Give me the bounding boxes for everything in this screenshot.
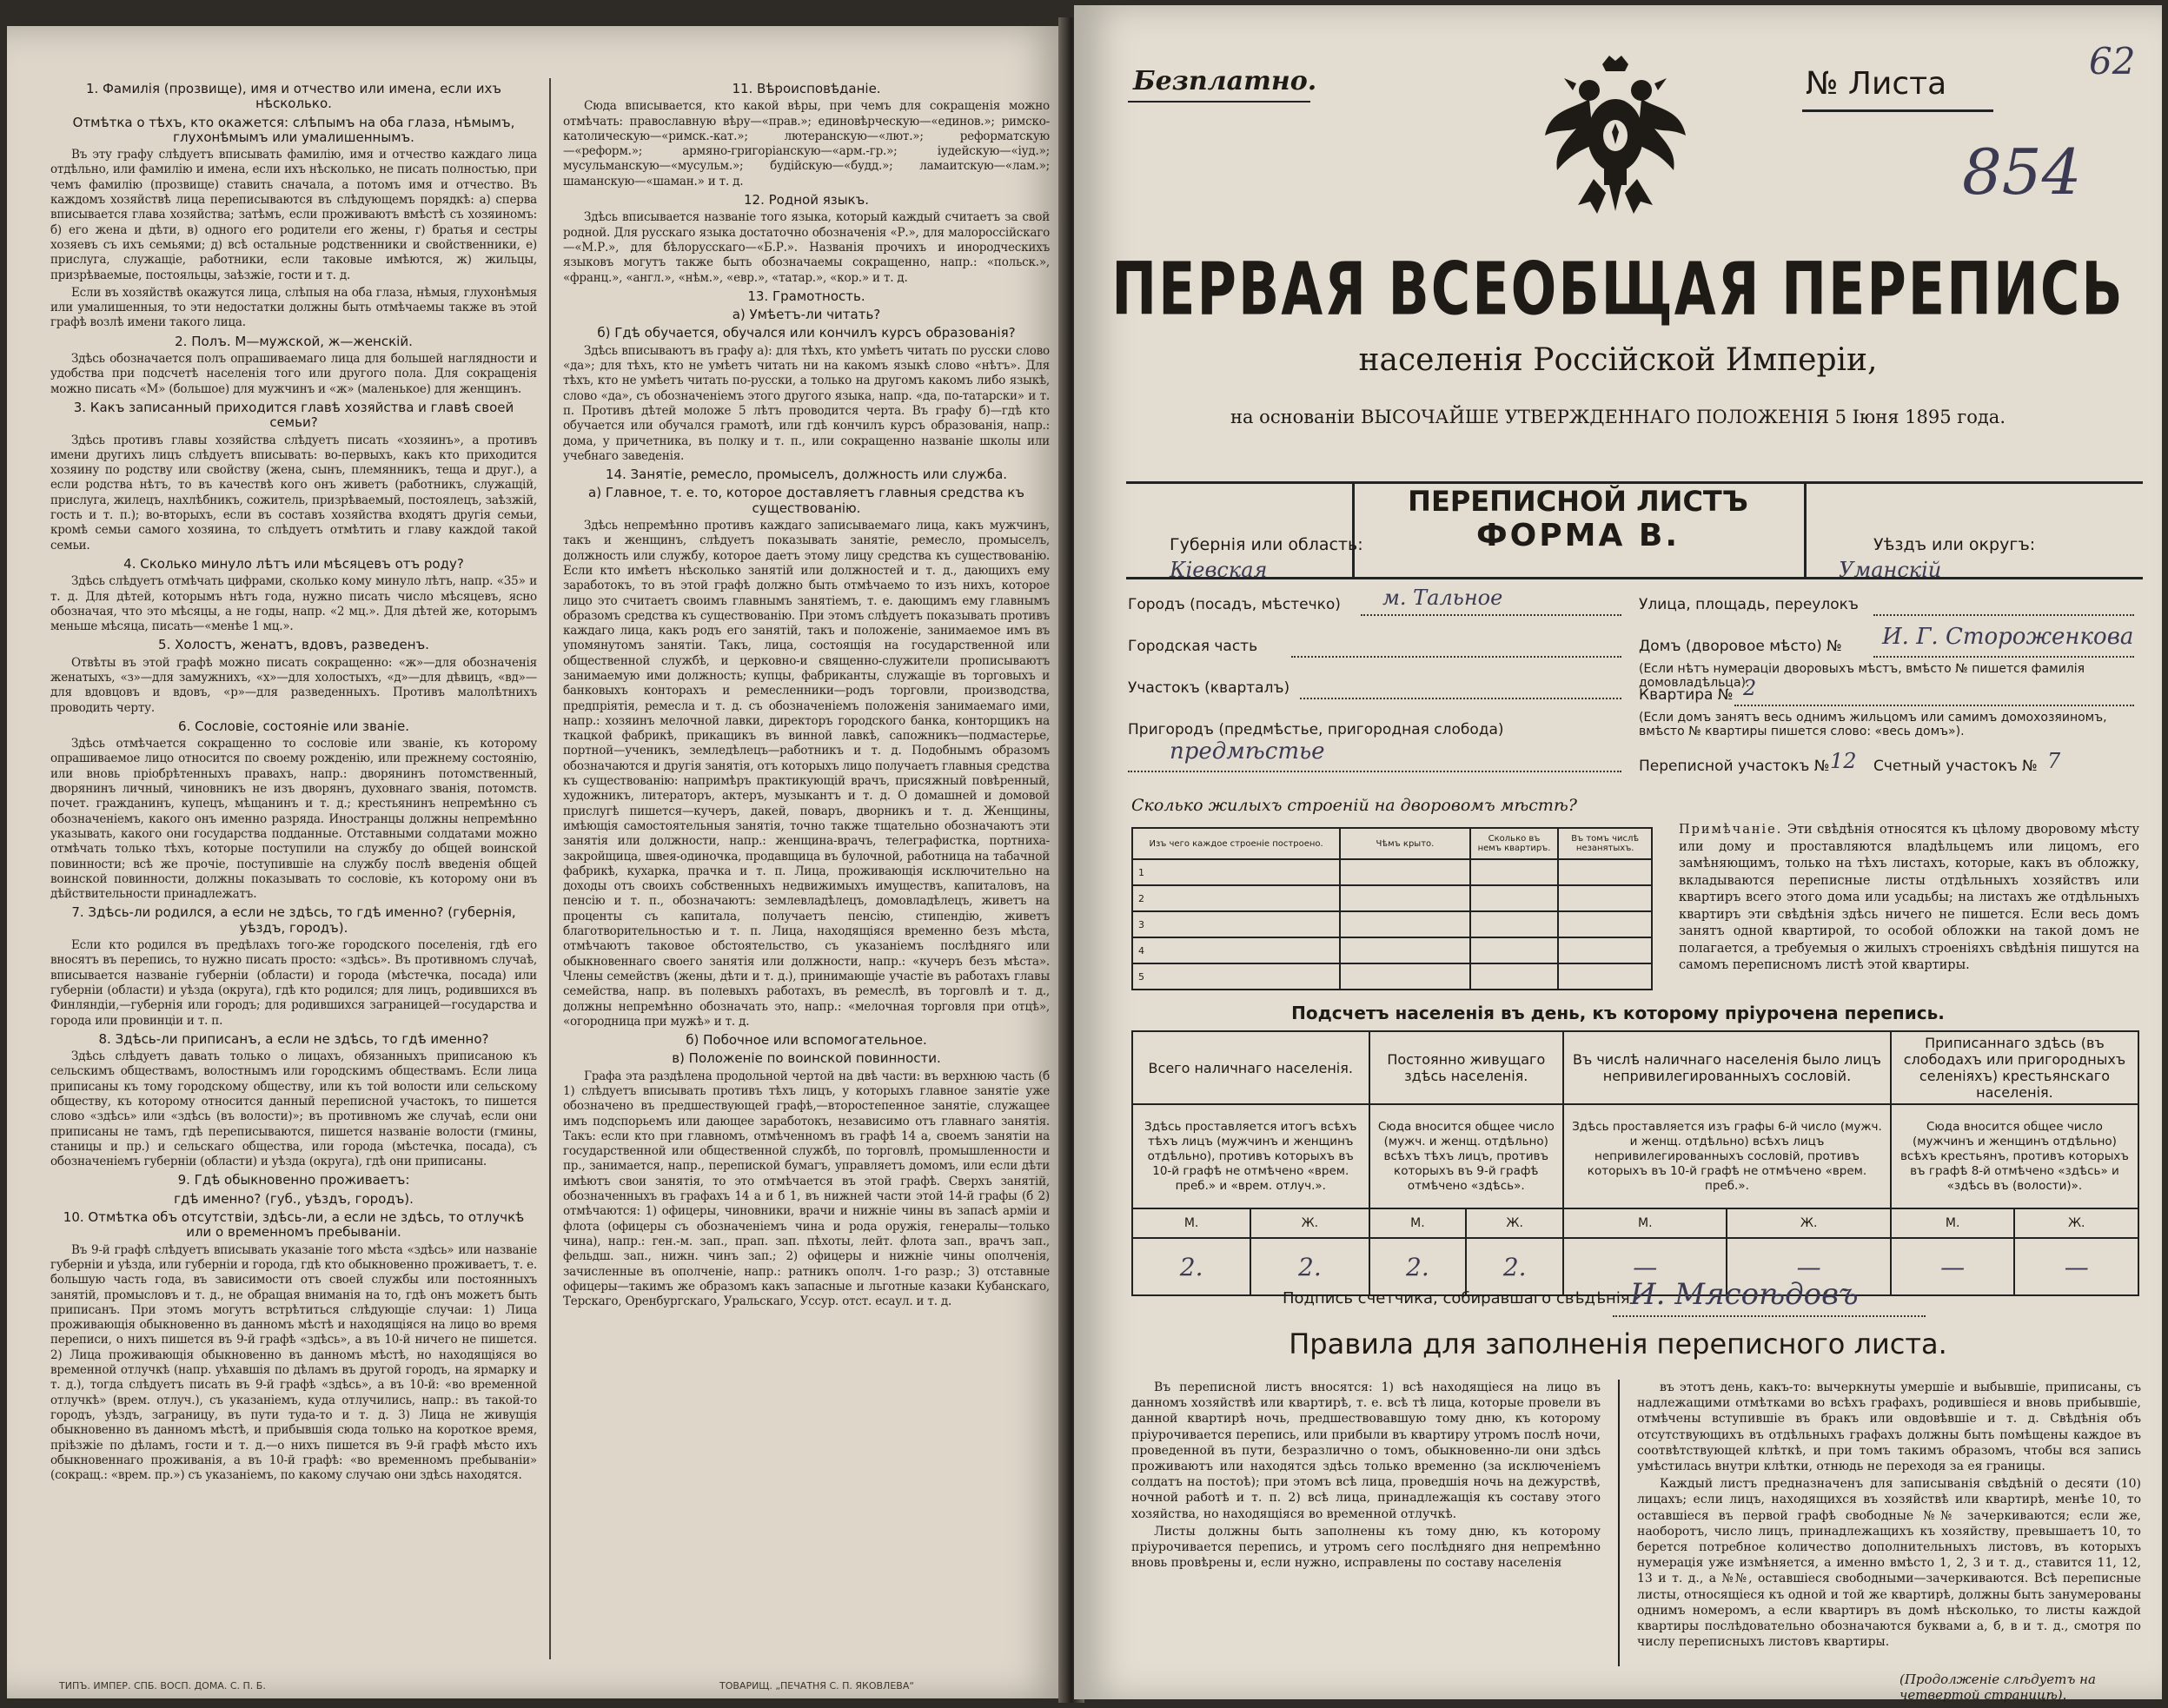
house-label: Домъ (дворовое мѣсто) № [1639,638,1842,655]
table-row [1132,963,1652,990]
count-precinct-label: Счетный участокъ № [1873,758,2038,775]
header-rule-right [1804,481,1807,577]
enumerator-signature: И. Мясоѣдовъ [1630,1277,1859,1312]
table-cell [1340,911,1470,937]
buildings-question: Сколько жилыхъ строеній на дворовомъ мѣстѣ? [1131,796,1577,815]
precinct-label: Участокъ (кварталъ) [1128,679,1290,697]
female-label: Ж. [1250,1208,1369,1238]
street-line [1873,613,2134,616]
buildings-table-header [1132,828,1652,859]
male-label: М. [1369,1208,1467,1238]
tally-header-permanent: Постоянно живущаго здѣсь населенія. [1369,1031,1564,1104]
item2-title: 2. Полъ. М—мужской, ж—женскій. [175,333,413,349]
form-title-line-1: ПЕРЕПИСНОЙ ЛИСТЪ [1408,485,1748,518]
item5-title: 5. Холостъ, женатъ, вдовъ, разведенъ. [158,637,429,653]
double-headed-eagle-emblem-icon [1541,49,1689,222]
item13a: а) Умѣетъ-ли читать? [732,307,881,323]
header-rule-bottom [1126,577,2143,579]
table-row [1132,911,1652,937]
table-cell [1340,963,1470,990]
tally-desc-total: Здѣсь проставляется итогъ всѣхъ тѣхъ лицъ (мужчинъ и женщинъ отдѣльно), противъ которыхъ въ 10-й графѣ не отмѣчено «врем. преб.» и «врем. отлуч.». [1132,1104,1369,1208]
census-precinct-value: 12 [1830,749,1857,773]
female-label: Ж. [1466,1208,1563,1238]
remark-block [1679,822,2139,975]
table-cell [1470,963,1559,990]
table-row [1132,937,1652,963]
header-rule-top [1126,481,2143,484]
census-subtitle: населенія Россійской Имперіи, [1358,342,1878,378]
census-legal-basis: на основаніи ВЫСОЧАЙШЕ УТВЕРЖДЕННАГО ПОЛОЖЕНІЯ 5 Іюня 1895 года. [1230,407,2006,427]
row-number: 4 [1132,937,1340,963]
table-row [1132,859,1652,885]
table-cell [1340,885,1470,911]
apartment-label: Квартира № [1639,686,1734,704]
printer-imprint-2: ТОВАРИЩ. „ПЕЧАТНЯ С. П. ЯКОВЛЕВА“ [719,1680,915,1691]
instructions-column-2: 11. Вѣроисповѣданіе. Сюда вписывается, кто какой вѣры, при чемъ для сокращенія можно отмѣчать: православную вѣру—«прав.»; единовѣрческую—«единов.»; римско-католическую—«римск.-кат.»; лютеранскую—«лют.»; реформатскую—«реформ.»; армяно-григоріанскую—«арм.-гр.»; іудейскую—«іуд.»; мусульманскую—«мусульм.»; будійскую—«будд.»; ламаитскую—«лам.»; шаманскую—«шаман.» и т. д. 12. Родной языкъ. Здѣсь вписывается названіе того языка, который каждый считаетъ за свой родной. Для русскаго языка достаточно обозначенія «Р.», для малороссійскаго—«М.Р.», для бѣлорусскаго—«Б.Р.». Названія прочихъ и инородческихъ языковъ могутъ также быть обозначаемы сокращенно, напр.: «польск.», «франц.», «англ.», «нѣм.», «евр.», «татар.», «кор.» и т. д. 13. Грамотность. а) Умѣетъ-ли читать? б) Гдѣ обучается, обучался или кончилъ курсъ образованія? Здѣсь вписываютъ въ графу а): для тѣхъ, кто умѣетъ читать по русски слово «да»; для тѣхъ, кто не умѣетъ читать ни на какомъ языкѣ слово «нѣтъ». Для тѣхъ, кто не умѣетъ читать по-русски, а только на другомъ какомъ либо языкѣ, слово «да», съ обозначеніемъ этого другого языка, напр. «да, по-татарски» и т. п. Противъ дѣтей моложе 5 лѣтъ проводится черта. Въ графу б)—гдѣ кто обучается или обучался грамотѣ, или гдѣ кончилъ курсъ образованія, напр.: дома, у причетника, въ полку и т. п., или сокращенно названіе школы или учебнаго заведенія. 14. Занятіе, ремесло, промыселъ, должность или служба. а) Главное, т. е. то, которое доставляетъ главныя средства къ существованію. Здѣсь непремѣнно противъ каждаго записываемаго лица, какъ мужчинъ, такъ и женщинъ, слѣдуетъ показывать занятіе, ремесло, промыселъ, должность или службу, которое даетъ этому лицу средства къ существованію. Если кто имѣетъ нѣсколько занятій или должностей и т. д., дающихъ ему заработокъ, то въ этой графѣ должно быть отмѣчаемо то изъ нихъ, которое лицо это считаетъ своимъ главнымъ занятіемъ, т. е. дающимъ ему главнымъ образомъ средства къ существованію. При этомъ слѣдуетъ показывать противъ каждаго лица, какъ родъ его занятій, такъ и положеніе, занимаемое имъ въ упомянутомъ занятіи. Такъ, лица, состоящія на государственной или общественной службѣ, и церковно-и священно-служители прописываютъ занимаемую ими должность; купцы, фабриканты, служащіе въ торговыхъ и банковыхъ конторахъ и ремесленники—родъ торговли, производства, предпріятія, ремесла и т. д. съ обозначеніемъ положенія занимаемаго ими, напр.: хозяинъ мелочной лавки, директоръ городского банка, конторщикъ на ткацкой фабрикѣ, прикащикъ въ винной лавкѣ, сапожникъ—подмастерье, портной—ученикъ, земледѣлецъ—работникъ и т. д. Подобнымъ образомъ обозначаются и другія занятія, отъ которыхъ лицо получаетъ главныя средства къ существованію: напримѣръ практикующій врачъ, присяжный повѣренный, художникъ, литераторъ, актеръ, музыкантъ и т. д. О домашней и домовой прислугѣ пишется—кучеръ, дакей, поваръ, дворникъ и т. д. Женщины, имѣющія самостоятельныя занятія, точно также тщательно обозначаютъ эти занятія или должности, напр.: женщина-врачъ, телеграфистка, портниха-закройщица, швея-одиночка, продавщица въ булочной, работница на табачной фабрикѣ, кухарка, прачка и т. п. Лица, проживающія исключительно на доходы отъ своихъ собственныхъ недвижимыхъ имуществъ, капиталовъ, на пенсію и т. п., обозначаютъ: землевладѣлецъ, домовладѣлецъ, живетъ на проценты съ капитала, получаетъ пенсію, стипендію, живетъ благотворительностью и т. п. Лица, находящіяся временно безъ мѣста, отмѣчаютъ таковое обстоятельство, съ указаніемъ послѣдняго или обыкновеннаго своего занятія или должности, напр.: «кучеръ безъ мѣста». Члены семействъ (жены, дѣти и т. д.), принимающіе участіе въ работахъ главы семейства, напр. въ полевыхъ работахъ, въ ремеслѣ, въ торговлѣ и т. д., должны непремѣнно обозначать это, напр.: «мелочная торговля при отцѣ», «огородница при мужѣ» и т. д. б) Побочное или вспомогательное. в) Положеніе по воинской повинности. Графа эта раздѣлена продольной чертой на двѣ части: въ верхнюю часть (б 1) слѣдуетъ вписывать противъ тѣхъ лицъ, у которыхъ главное занятіе уже обозначено въ предшествующей графѣ,—второстепенное занятіе, служащее имъ подспорьемъ или дающее заработокъ, независимо отъ главнаго занятія. Такъ: если кто при главномъ, отмѣченномъ въ графѣ 14 а, своемъ занятіи на государственной или общественной службѣ, по торговлѣ, промышленности и пр., занимается, напр., перепиской бумагъ, управляетъ домомъ, или если дѣти имѣютъ свои занятія, то это отмѣчается въ этой графѣ. Сверхъ занятій, обозначенныхъ въ графахъ 14 а и б 1, въ нижней части этой 14-й графы (б 2) отмѣчаются: 1) офицеры, чиновники, врачи и нижніе чины въ запасѣ арміи и флота (офицеры съ обозначеніемъ чина и рода оружія, генералы—только чина), напр.: ген.-м. зап., прап. зап. пѣхоты, лейт. флота зап., врачъ зап., фельдш. зап., нижн. чинъ зап.; 2) офицеры и нижніе чины ополченія, зачисленные въ ополченіе, напр.: ратникъ ополч. 1-го разр.; 3) отставные офицеры—такимъ же образомъ какъ запасные и льготные казаки Кубанскаго, Терскаго, Оренбургскаго, Уральскаго, Уссур. отст. есаул. и т. д. [563,81,1050,1309]
form-title [1352,485,1804,553]
item7-title: 7. Здѣсь-ли родился, а если не здѣсь, то гдѣ именно? (губернія, уѣздъ, городъ). [71,904,516,936]
column-divider [549,78,551,1659]
bld-header-material: Изъ чего каждое строеніе построено. [1132,828,1340,859]
signature-line [1613,1315,1926,1317]
tally-desc-permanent: Сюда вносится общее число (мужч. и женщ. отдѣльно) всѣхъ тѣхъ лицъ, противъ которыхъ въ 9-й графѣ отмѣчено «здѣсь». [1369,1104,1564,1208]
table-cell [1558,937,1652,963]
rules-paragraph: Листы должны быть заполнены къ тому дню, къ которому пріурочивается перепись, и утромъ сего послѣдняго дня непремѣнно вновь провѣрены и, если нужно, исправлены по составу населенія [1131,1524,1601,1571]
item14a: а) Главное, т. е. то, которое доставляетъ главныя средства къ существованію. [588,485,1024,516]
item14b: б) Побочное или вспомогательное. [686,1032,927,1049]
table-cell [1470,911,1559,937]
item13b: б) Гдѣ обучается, обучался или кончилъ курсъ образованія? [597,325,1016,341]
male-label: М. [1563,1208,1727,1238]
district-line [1291,655,1621,658]
city-value: м. Тальное [1382,586,1503,610]
tally-value-total-m: 2. [1132,1238,1250,1295]
rules-column-2 [1637,1380,2141,1666]
remark-text: Эти свѣдѣнія относятся къ цѣлому дворовому мѣсту или дому и проставляются владѣльцемъ или лицомъ, его замѣняющимъ, только на тѣхъ листахъ, которые, какъ въ обложку, вкладываются переписные листы отдѣльныхъ хозяйствъ или квартиръ всего этого дома или усадьбы; на листахъ же отдѣльныхъ квартиръ эти свѣдѣнія здѣсь ничего не пишется. Если весь домъ занятъ одной квартирой, то особой обложки на такой домъ не полагается, а требуемыя о жилыхъ строеніяхъ свѣдѣнія пишутся на самомъ переписномъ листѣ этой квартиры. [1679,823,2139,972]
row-number: 2 [1132,885,1340,911]
rules-paragraph: въ этотъ день, какъ-то: вычеркнуты умершіе и выбывшіе, приписаны, съ надлежащими отмѣтками во всѣхъ графахъ, родившіеся и вновь прибывшіе, отмѣчены вступившіе въ бракъ или овдовѣвшіе и т. д. Свѣдѣнія объ отсутствующихъ въ отдѣльныхъ графахъ должны быть помѣщены каждое въ соотвѣтствующей клѣткѣ, и при томъ такимъ образомъ, чтобы вся запись умѣстилась внутри клѣтки, отнюдь не переходя за ея границы. [1637,1380,2141,1474]
suburb-label: Пригородъ (предмѣстье, пригородная слобода) [1128,721,1504,738]
tally-title: Подсчетъ населенія въ день, къ которому пріурочена перепись. [1291,1003,1945,1023]
item11-title: 11. Вѣроисповѣданіе. [732,81,881,96]
item12-title: 12. Родной языкъ. [744,192,869,209]
house-value: И. Г. Стороженкова [1882,624,2134,650]
tally-value-permanent-f: 2. [1466,1238,1563,1295]
table-cell [1470,859,1559,885]
rules-paragraph: Въ переписной листъ вносятся: 1) всѣ находящіеся на лицо въ данномъ хозяйствѣ или квартирѣ, т. е. всѣ тѣ лица, которые провели въ данной квартирѣ ночь, предшествовавшую тому дню, къ которому пріурочивается перепись, или прибыли въ квартиру утромъ послѣ ночи, проведенной въ пути, безразлично о томъ, обыкновенно-ли они здѣсь проживаютъ или находятся здѣсь только временно (за исключеніемъ солдатъ на постоѣ); при этомъ всѣ лица, проведшія ночь на дежурствѣ, ночной работѣ и т. п. 2) всѣ лица, принадлежащія къ составу этого хозяйства, но находящіяся во временной отлучкѣ. [1131,1380,1601,1521]
item14-title: 14. Занятіе, ремесло, промыселъ, должность или служба. [605,467,1008,483]
row-number: 5 [1132,963,1340,990]
item13-title: 13. Грамотность. [747,288,865,304]
right-page [1074,5,2162,1703]
item14c: в) Положеніе по воинской повинности. [672,1050,941,1067]
item4-title: 4. Сколько минуло лѣтъ или мѣсяцевъ отъ роду? [123,555,464,572]
table-cell [1470,885,1559,911]
table-cell [1470,937,1559,963]
table-cell [1558,963,1652,990]
item6-title: 6. Сословіе, состояніе или званіе. [178,718,409,734]
sheet-number-label: № Листа [1806,66,1947,102]
free-label: Безплатно. [1133,66,1317,96]
table-row [1132,885,1652,911]
male-label: М. [1891,1208,2015,1238]
female-label: Ж. [2014,1208,2138,1238]
corner-page-number: 62 [2089,40,2136,83]
guberniya-label: Губернія или область: [1170,535,1363,554]
bld-header-apartments: Сколько въ немъ квартиръ. [1470,828,1559,859]
remark-label: Примѣчаніе. [1679,823,1783,837]
table-cell [1340,859,1470,885]
house-line [1873,655,2134,658]
tally-header-peasants: Приписаннаго здѣсь (въ слободахъ или пригородныхъ селеніяхъ) крестьянскаго населенія. [1891,1031,2138,1104]
district-label: Городская часть [1128,638,1258,655]
female-label: Ж. [1727,1208,1890,1238]
census-precinct-label: Переписной участокъ № [1639,758,1830,775]
table-cell [1558,859,1652,885]
uezd-value: Уманскій [1839,558,1942,582]
form-title-line-2: ФОРМА В. [1475,518,1681,553]
item9-title: 9. Гдѣ обыкновенно проживаетъ: [177,1172,410,1188]
tally-value-peasants-m: — [1891,1238,2015,1295]
item3-title: 3. Какъ записанный приходится главѣ хозяйства и главѣ своей семьи? [73,399,514,431]
tally-value-total-f: 2. [1250,1238,1369,1295]
suburb-value: предмѣстье [1170,738,1325,765]
item1-title: 1. Фамилія (прозвище), имя и отчество или имена, если ихъ нѣсколько. [85,81,502,112]
buildings-table [1131,827,1653,990]
sheet-number-line [1802,109,1993,112]
suburb-line [1128,770,1621,772]
continued-note: (Продолженіе слѣдуетъ на четвертой страницѣ). [1899,1672,2096,1703]
instructions-column-1: 1. Фамилія (прозвище), имя и отчество или имена, если ихъ нѣсколько. Отмѣтка о тѣхъ, кто окажется: слѣпымъ на оба глаза, нѣмымъ, глухонѣмымъ или умалишеннымъ. Въ эту графу слѣдуетъ вписывать фамилію, имя и отчество каждаго лица отдѣльно, или фамилію и имена, если ихъ нѣсколько, не писать полностью, при чемъ фамилію (прозвище) ставить сначала, а потомъ имя и отчество. Въ каждомъ хозяйствѣ лица переписываются въ слѣдующемъ порядкѣ: а) сперва вписывается глава хозяйства; затѣмъ, если проживаютъ вмѣстѣ съ хозяиномъ: б) его жена и дѣти, в) одного его родители его жены, г) братья и сестры хозяевъ съ ихъ семьями; д) всѣ остальные родственники и свойственники, е) прислуга, служащіе, работники, если таковые имѣются, ж) жильцы, призрѣваемые, постояльцы, заѣзжіе, гости и т. д. Если въ хозяйствѣ окажутся лица, слѣпыя на оба глаза, нѣмыя, глухонѣмыя или умалишенныя, то эти недостатки должны быть отмѣчаемы также въ этой графѣ возлѣ имени такого лица. 2. Полъ. М—мужской, ж—женскій. Здѣсь обозначается полъ опрашиваемаго лица для большей наглядности и удобства при подсчетѣ населенія того или другого пола. Для сокращенія можно писать «М» (большое) для мужчинъ и «ж» (маленькое) для женщинъ. 3. Какъ записанный приходится главѣ хозяйства и главѣ своей семьи? Здѣсь противъ главы хозяйства слѣдуетъ писать «хозяинъ», а противъ имени другихъ лицъ слѣдуетъ вписывать: во-первыхъ, какъ кто приходится хозяину по родству или свойству (жена, сынъ, племянникъ, теща и друг.), а если родства нѣтъ, то въ качествѣ кого онъ живетъ (работникъ, служащій, прислуга, жилецъ, нахлѣбникъ, сожитель, призрѣваемый, постоялецъ, заѣзжій, гость и т. п.); во-вторыхъ, если въ составъ хозяйства входятъ другія семьи, кромѣ семьи самого хозяина, то слѣдуетъ отмѣтить и главу каждой такой семьи. 4. Сколько минуло лѣтъ или мѣсяцевъ отъ роду? Здѣсь слѣдуетъ отмѣчать цифрами, сколько кому минуло лѣтъ, напр. «35» и т. д. Для дѣтей, которымъ нѣтъ года, нужно писать число мѣсяцевъ, ясно обозначая, что это мѣсяцы, а не годы, напр. «2 мц.». Для дѣтей же, которымъ меньше мѣсяца, писать—«менѣе 1 мц.». 5. Холостъ, женатъ, вдовъ, разведенъ. Отвѣты въ этой графѣ можно писать сокращенно: «ж»—для обозначенія женатыхъ, «з»—для замужнихъ, «х»—для холостыхъ, «д»—для дѣвицъ, «вд»—для вдовцовъ и вдовъ, «р»—для разведенныхъ. Противъ малолѣтнихъ проводить черту. 6. Сословіе, состояніе или званіе. Здѣсь отмѣчается сокращенно то сословіе или званіе, къ которому опрашиваемое лицо относится по своему рожденію, или прежнему состоянію, или вновь пріобрѣтенныхъ правахъ, напр.: дворянинъ потомственный, дворянинъ личный, чиновникъ не изъ дворянъ, духовнаго званія, потомств. почет. гражданинъ, купецъ, мѣщанинъ и т. д.; крестьянинъ непремѣнно съ обозначеніемъ, какого онъ именно разряда. Иностранцы должны непремѣнно указывать, какого они государства подданные. Отставными солдатами можно отмѣчать только тѣхъ, которые поступили на службу до общей воинской повинности; всѣ же прочіе, поступившіе на службу послѣ введенія общей воинской повинности, должны показывать то сословіе, къ которому они въ дѣйствительности принадлежатъ. 7. Здѣсь-ли родился, а если не здѣсь, то гдѣ именно? (губернія, уѣздъ, городъ). Если кто родился въ предѣлахъ того-же городского поселенія, гдѣ его вносятъ въ перепись, то нужно писать просто: «здѣсь». Въ противномъ случаѣ, вписывается названіе губерніи (области) и города (мѣстечка, посада) или губерніи (области) и уѣзда (округа), гдѣ кто родился; для лицъ, родившихся въ Финляндіи,—губернія или городъ; для родившихся заграницей—государства и города или провинціи и т. п. 8. Здѣсь-ли приписанъ, а если не здѣсь, то гдѣ именно? Здѣсь слѣдуетъ давать только о лицахъ, обязанныхъ приписаною къ сельскимъ обществамъ, волостнымъ или городскимъ обществамъ. Если лица приписаны къ тому городскому обществу, или къ той волости или сельскому обществу, къ которому относится данный переписной участокъ, то пишется слово «здѣсь» или «здѣсь (въ волости)»; въ противномъ же случаѣ, если они приписаны не тамъ, гдѣ переписываются, пишется названіе волости (гмины, станицы и пр.) и сельскаго общества, или города (мѣстечка, посада), съ обозначеніемъ губерніи (области) и уѣзда (округа), гдѣ они приписаны. 9. Гдѣ обыкновенно проживаетъ: гдѣ именно? (губ., уѣздъ, городъ). 10. Отмѣтка объ отсутствіи, здѣсь-ли, а если не здѣсь, то отлучкѣ или о временномъ пребываніи. Въ 9-й графѣ слѣдуетъ вписывать указаніе того мѣста «здѣсь» или названіе губерніи и уѣзда, или губерніи и города, гдѣ кто обыкновенно проживаетъ, т. е. большую часть года, въ зависимости отъ своей службы или постоянныхъ занятій, промысловъ и т. д., не обращая вниманія на то, гдѣ онъ можетъ быть приписанъ. При этомъ могутъ встрѣтиться слѣдующіе случаи: 1) Лица проживающія обыкновенно въ данномъ мѣстѣ и находящіяся на лицо во время переписи, о нихъ пишется въ 9-й графѣ «здѣсь», а въ 10-й ничего не пишется. 2) Лица проживающія обыкновенно въ данномъ мѣстѣ, но находящіяся во временной отлучкѣ (напр. уѣхавшія по дѣламъ въ другой городъ, на ярмарку и т. д.), тогда слѣдуетъ писать въ 9-й графѣ «здѣсь», а въ 10-й: «во временной отлучкѣ» (врем. отлуч.), съ указаніемъ, куда отлучились, напр.: въ такой-то городъ, уѣздъ, заграницу, въ пути туда-то и т. д. 3) Лица не живущія обыкновенно въ данномъ мѣстѣ, и прибывшія сюда только на короткое время, пріѣзжіе по дѣламъ, гости и т. д.—о нихъ пишется въ 9-й графѣ мѣсто ихъ обыкновеннаго проживанія, а въ 10-й графѣ: «во временномъ пребываніи» (сокращ.: «врем. пр.») съ указаніемъ, по какому случаю они здѣсь находятся. [50,81,537,1483]
table-cell [1558,885,1652,911]
census-main-title: ПЕРВАЯ ВСЕОБЩАЯ ПЕРЕПИСЬ [1111,246,2125,332]
tally-header-total: Всего наличнаго населенія. [1132,1031,1369,1104]
row-number: 3 [1132,911,1340,937]
free-underline [1128,101,1310,103]
rules-column-1 [1131,1380,1601,1666]
uezd-label: Уѣздъ или округъ: [1873,535,2036,554]
tally-desc-peasants: Сюда вносится общее число (мужчинъ и женщинъ отдѣльно) всѣхъ крестьянъ, противъ которыхъ въ графѣ 8-й отмѣчено «здѣсь» и «здѣсь въ (волости)». [1891,1104,2138,1208]
tally-value-peasants-f: — [2014,1238,2138,1295]
rules-divider [1618,1380,1620,1666]
handwritten-sheet-number: 854 [1962,136,2082,209]
tally-desc-nonprivileged: Здѣсь проставляется изъ графы 6-й число (мужч. и женщ. отдѣльно) всѣхъ лицъ непривилегированныхъ сословій, противъ которыхъ въ 10-й графѣ не отмѣчено «врем. преб.». [1563,1104,1891,1208]
table-cell [1558,911,1652,937]
tally-value-nonprivileged-f: — [1727,1238,1890,1295]
street-label: Улица, площадь, переулокъ [1639,596,1859,613]
item8-title: 8. Здѣсь-ли приписанъ, а если не здѣсь, то гдѣ именно? [98,1030,489,1047]
city-line [1361,613,1621,616]
population-tally-table [1131,1030,2139,1296]
guberniya-value: Кіевская [1170,558,1268,582]
bld-header-vacant: Въ томъ числѣ незанятыхъ. [1558,828,1652,859]
enumerator-signature-label: Подпись счетчика, собиравшаго свѣдѣнія [1283,1289,1630,1307]
count-precinct-value: 7 [2047,749,2061,773]
precinct-line [1300,697,1621,699]
item9-sub: гдѣ именно? (губ., уѣздъ, городъ). [174,1190,414,1207]
table-cell [1340,937,1470,963]
city-label: Городъ (посадъ, мѣстечко) [1128,596,1341,613]
tally-header-nonprivileged: Въ числѣ наличнаго населенія было лицъ непривилегированныхъ сословій. [1563,1031,1891,1104]
tally-value-permanent-m: 2. [1369,1238,1467,1295]
row-number: 1 [1132,859,1340,885]
rules-title: Правила для заполненія переписного листа. [1289,1327,1947,1360]
tally-value-nonprivileged-m: — [1563,1238,1727,1295]
male-label: М. [1132,1208,1250,1238]
apartment-line [1734,704,2134,706]
rules-paragraph: Каждый листъ предназначенъ для записыванія свѣдѣній о десяти (10) лицахъ; если лицъ, находящихся въ хозяйствѣ или квартирѣ, менѣе 10, то оставшіеся въ первой графѣ свободные №№ зачеркиваются; если же, наоборотъ, число лицъ, принадлежащихъ къ хозяйству, превышаетъ 10, то берется потребное количество дополнительныхъ листовъ, въ которыхъ нумерація уже измѣняется, а именно вмѣсто 1, 2, 3 и т. д., ставится 11, 12, 13 и т. д., а №№, оставшіеся свободными—зачеркиваются. Всѣ переписные листы, относящіеся къ одной и той же квартирѣ, должны быть занумерованы однимъ номеромъ, а если квартиръ въ домѣ нѣсколько, то листы каждой квартиры послѣдовательно обозначаются буквами а, б, в и т. д., смотря по числу переписныхъ листовъ квартиры. [1637,1477,2141,1650]
bld-header-roof: Чѣмъ крыто. [1340,828,1470,859]
printer-imprint: ТИПЪ. ИМПЕР. СПБ. ВОСП. ДОМА. С. П. Б. [59,1680,266,1691]
item10-title: 10. Отмѣтка объ отсутствіи, здѣсь-ли, а если не здѣсь, то отлучкѣ или о временномъ пребываніи. [63,1209,525,1241]
apartment-note: (Если домъ занятъ весь однимъ жильцомъ или самимъ домохозяиномъ, вмѣсто № квартиры пишется слово: «весь домъ»). [1639,711,2107,738]
left-page [7,26,1069,1698]
house-note: (Если нѣтъ нумераціи дворовыхъ мѣстъ, вмѣсто № пишется фамилія домовладѣльца). [1639,662,2085,690]
item1-note: Отмѣтка о тѣхъ, кто окажется: слѣпымъ на оба глаза, нѣмымъ, глухонѣмымъ или умалишеннымъ. [72,114,515,145]
apartment-value: 2 [1743,676,1757,700]
